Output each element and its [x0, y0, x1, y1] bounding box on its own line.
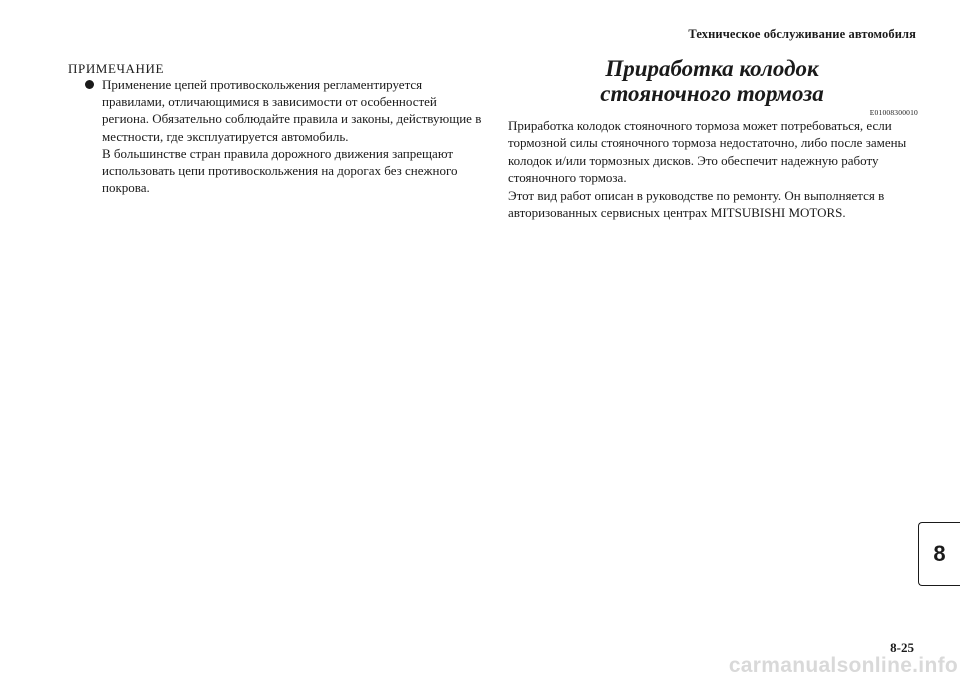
chapter-tab: 8	[918, 522, 960, 586]
bullet-icon	[85, 80, 94, 89]
section-title-line: Приработка колодок	[605, 56, 819, 81]
running-header: Техническое обслуживание автомобиля	[688, 27, 916, 41]
section-paragraph: Приработка колодок стояночного тормоза может потребоваться, если тормозной силы стояночного тормоза недостаточно, либо после замены колодок и/или тормозных дисков. Это обеспечит надежную работу стояночного тормоза.	[508, 118, 907, 186]
note-list-item	[68, 76, 483, 196]
note-list	[68, 76, 483, 196]
section-block	[508, 56, 918, 221]
note-paragraph: В большинстве стран правила дорожного движения запрещают использовать цепи противоскольжения на дорогах без снежного покрова.	[102, 145, 458, 196]
section-title	[508, 56, 918, 106]
section-paragraph: Этот вид работ описан в руководстве по ремонту. Он выполняется в авторизованных сервисных центрах MITSUBISHI MOTORS.	[508, 187, 885, 221]
note-paragraph: Применение цепей противоскольжения регламентируется правилами, отличающимися в зависимости от особенностей региона. Обязательно соблюдайте правила и законы, действующие в местности, где эксплуатируется автомобиль.	[102, 77, 482, 144]
section-code: E01008300010	[869, 108, 918, 117]
note-heading: ПРИМЕЧАНИЕ	[68, 61, 165, 76]
section-title-line: стояночного тормоза	[600, 81, 824, 106]
page-number: 8-25	[890, 640, 914, 655]
watermark: carmanualsonline.info	[728, 654, 958, 677]
note-block	[68, 61, 483, 196]
